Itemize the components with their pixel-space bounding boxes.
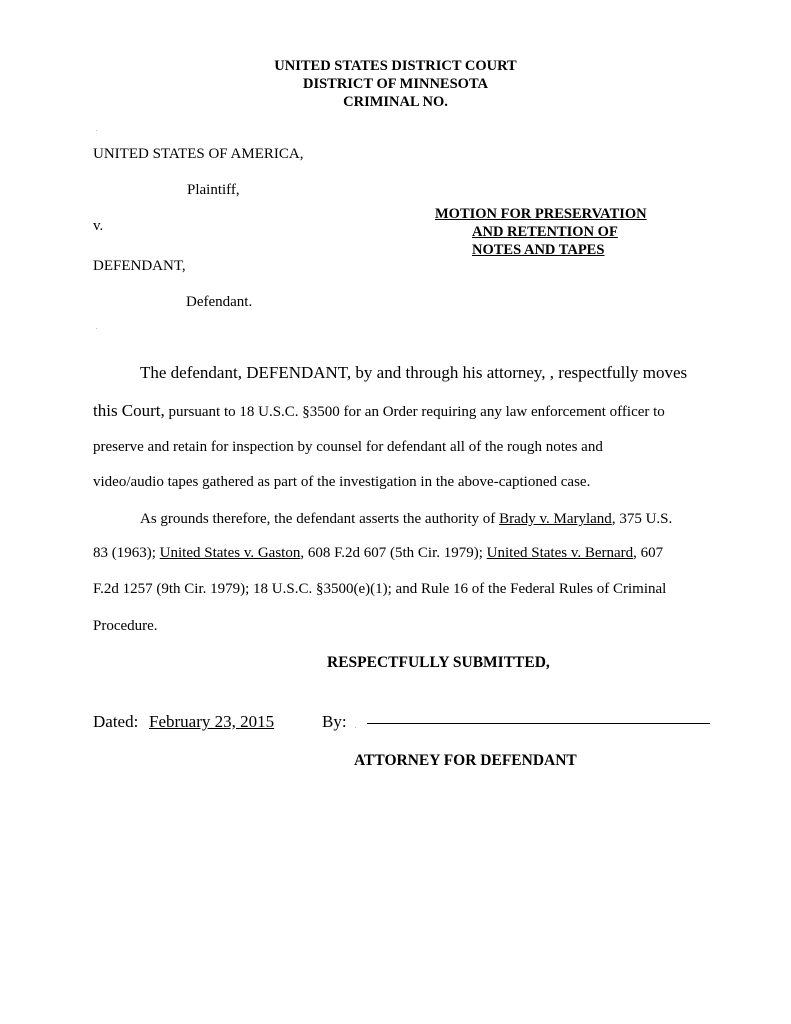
paragraph2-line3: F.2d 1257 (9th Cir. 1979); 18 U.S.C. §3500(e)(1); and Rule 16 of the Federal Rules of Criminal [93,581,667,597]
paragraph1-line2-lead: this Court, [93,401,165,420]
paragraph2-line4: Procedure. [93,618,158,634]
paragraph2-line2-post: , 607 [633,545,664,561]
motion-title-line2: AND RETENTION OF [472,224,618,240]
court-name: UNITED STATES DISTRICT COURT [274,58,517,74]
by-label: By: [322,712,347,731]
paragraph2-line2 [93,545,663,562]
paragraph2-line1-pre: As grounds therefore, the defendant asserts the authority of [140,511,500,527]
case-citation-gaston: United States v. Gaston [159,545,301,561]
signature-line [367,723,710,724]
versus: v. [93,218,104,234]
paragraph1-line4: video/audio tapes gathered as part of the investigation in the above-captioned case. [93,474,591,490]
case-citation-brady: Brady v. Maryland [499,511,612,527]
defendant-name: DEFENDANT, [93,258,186,274]
paragraph2-line1 [140,511,672,528]
criminal-number: CRIMINAL NO. [343,94,448,110]
motion-title-line3: NOTES AND TAPES [472,242,605,258]
case-citation-bernard: United States v. Bernard [486,545,634,561]
scan-mark [96,130,97,131]
respectfully-submitted: RESPECTFULLY SUBMITTED, [327,654,550,671]
paragraph2-line2-pre: 83 (1963); [93,545,160,561]
scan-mark [355,727,356,728]
dated-label: Dated: [93,712,139,731]
attorney-for-defendant: ATTORNEY FOR DEFENDANT [354,752,577,769]
scan-mark [96,328,97,329]
plaintiff-name: UNITED STATES OF AMERICA, [93,146,304,162]
plaintiff-role: Plaintiff, [187,182,240,198]
paragraph2-line2-mid: , 608 F.2d 607 (5th Cir. 1979); [300,545,487,561]
paragraph1-line3: preserve and retain for inspection by counsel for defendant all of the rough notes and [93,439,603,455]
court-district: DISTRICT OF MINNESOTA [302,76,489,92]
paragraph1-line2 [93,401,665,421]
paragraph1-line2-rest: pursuant to 18 U.S.C. §3500 for an Order requiring any law enforcement officer to [164,404,665,420]
defendant-role: Defendant. [186,294,253,310]
paragraph2-line1-post: , 375 U.S. [611,511,673,527]
motion-title-line1: MOTION FOR PRESERVATION [435,206,647,222]
paragraph1-line1: The defendant, DEFENDANT, by and through his attorney, , respectfully moves [140,363,688,382]
date-value: February 23, 2015 [149,712,275,731]
